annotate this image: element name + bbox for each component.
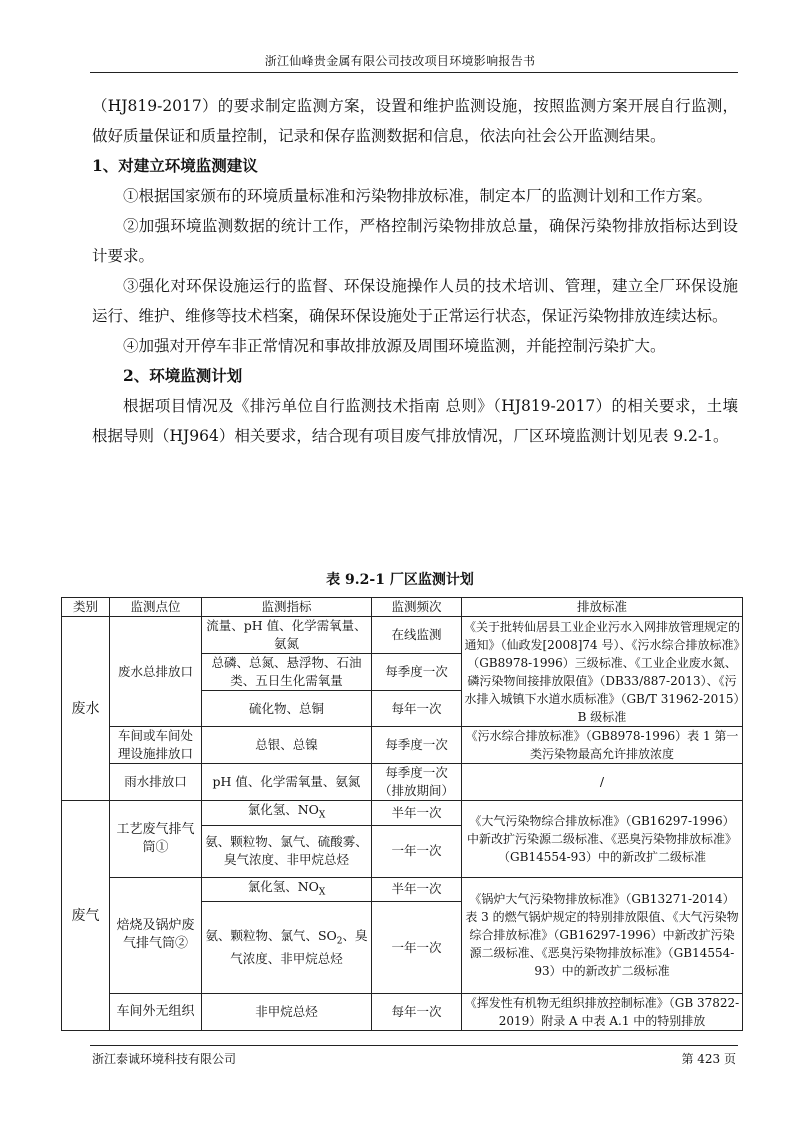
category-gas: 废气 xyxy=(62,801,110,1031)
table-row xyxy=(62,764,743,801)
footer-page-number: 第 423 页 xyxy=(681,1052,736,1066)
index-cell xyxy=(202,902,372,994)
table-header-row xyxy=(62,598,743,617)
standard-cell: 《挥发性有机物无组织排放控制标准》（GB 37822-2019）附录 A 中表 A.1 中的特别排放 xyxy=(462,994,743,1031)
header-standard: 排放标准 xyxy=(462,598,743,617)
table-caption: 表 9.2-1 厂区监测计划 xyxy=(326,572,474,588)
point-workshop-outlet: 车间或车间处理设施排放口 xyxy=(110,727,202,764)
header-point: 监测点位 xyxy=(110,598,202,617)
standard-cell: 《大气污染物综合排放标准》（GB16297-1996）中新改扩污染源二级标准、《恶臭污染物排放标准》（GB14554-93）中的新改扩二级标准 xyxy=(462,801,743,878)
point-fugitive: 车间外无组织 xyxy=(110,994,202,1031)
footer-rule xyxy=(90,1045,738,1046)
index-subscript: X xyxy=(318,887,326,897)
frequency-cell: 一年一次 xyxy=(372,902,462,994)
table-row xyxy=(62,727,743,764)
index-cell xyxy=(202,801,372,826)
index-cell: 氨、颗粒物、氯气、硫酸雾、臭气浓度、非甲烷总烃 xyxy=(202,825,372,877)
standard-cell: / xyxy=(462,764,743,801)
frequency-cell: 每年一次 xyxy=(372,691,462,727)
paragraph-item-3: ③强化对环保设施运行的监督、环保设施操作人员的技术培训、管理，建立全厂环保设施运行、维护、维修等技术档案，确保环保设施处于正常运行状态，保证污染物排放连续达标。 xyxy=(92,277,738,325)
body-text xyxy=(92,91,738,451)
paragraph-continuation: （HJ819-2017）的要求制定监测方案，设置和维护监测设施，按照监测方案开展自行监测，做好质量保证和质量控制，记录和保存监测数据和信息，依法向社会公开监测结果。 xyxy=(92,97,738,145)
index-subscript: 2 xyxy=(336,936,343,947)
frequency-cell: 每季度一次 xyxy=(372,654,462,691)
frequency-cell: 半年一次 xyxy=(372,877,462,902)
index-cell xyxy=(202,877,372,902)
table-row xyxy=(62,994,743,1031)
paragraph-plan-intro: 根据项目情况及《排污单位自行监测技术指南 总则》（HJ819-2017）的相关要求，土壤根据导则（HJ964）相关要求，结合现有项目废气排放情况，厂区环境监测计划见表 9.2-1。 xyxy=(92,397,738,445)
index-text: 氯化氢、NO xyxy=(247,802,319,817)
header-index: 监测指标 xyxy=(202,598,372,617)
index-cell: pH 值、化学需氧量、氨氮 xyxy=(202,764,372,801)
point-rain-outlet: 雨水排放口 xyxy=(110,764,202,801)
footer-company: 浙江泰诚环境科技有限公司 xyxy=(92,1052,237,1066)
frequency-cell: 在线监测 xyxy=(372,617,462,654)
header-rule xyxy=(90,72,738,73)
paragraph-item-1: ①根据国家颁布的环境质量标准和污染物排放标准，制定本厂的监测计划和工作方案。 xyxy=(123,187,713,205)
index-text: 、臭气浓度、非甲烷总烃 xyxy=(230,927,368,967)
standard-cell: 《锅炉大气污染物排放标准》（GB13271-2014）表 3 的燃气锅炉规定的特别排放限值、《大气污染物综合排放标准》（GB16297-1996）中新改扩污染源二级标准、《恶臭污染物排放标准》（GB14554-93）中的新改扩二级标准 xyxy=(462,877,743,994)
frequency-cell: 一年一次 xyxy=(372,825,462,877)
index-cell: 硫化物、总铜 xyxy=(202,691,372,727)
frequency-cell: 每年一次 xyxy=(372,994,462,1031)
table-row xyxy=(62,801,743,826)
point-process-stack: 工艺废气排气筒① xyxy=(110,801,202,878)
section-heading-2: 2、环境监测计划 xyxy=(123,366,243,385)
frequency-cell: 每季度一次 xyxy=(372,727,462,764)
section-heading-1: 1、对建立环境监测建议 xyxy=(92,156,258,175)
index-text: 氨、颗粒物、氯气、SO xyxy=(205,927,337,943)
paragraph-item-4: ④加强对开停车非正常情况和事故排放源及周围环境监测，并能控制污染扩大。 xyxy=(123,337,666,355)
frequency-cell xyxy=(372,764,462,801)
index-cell: 流量、pH 值、化学需氧量、氨氮 xyxy=(202,617,372,654)
header-frequency: 监测频次 xyxy=(372,598,462,617)
index-text: 氯化氢、NO xyxy=(247,878,319,894)
paragraph-item-2: ②加强环境监测数据的统计工作，严格控制污染物排放总量，确保污染物排放指标达到设计要求。 xyxy=(92,217,738,265)
standard-cell: 《污水综合排放标准》（GB8978-1996）表 1 第一类污染物最高允许排放浓度 xyxy=(462,727,743,764)
index-cell: 非甲烷总烃 xyxy=(202,994,372,1031)
index-subscript: X xyxy=(318,810,326,821)
table-row xyxy=(62,617,743,654)
monitoring-plan-table xyxy=(61,597,743,1031)
header-category: 类别 xyxy=(62,598,110,617)
index-cell: 总磷、总氮、悬浮物、石油类、五日生化需氧量 xyxy=(202,654,372,691)
point-main-outlet: 废水总排放口 xyxy=(110,617,202,727)
category-water: 废水 xyxy=(62,617,110,801)
frequency-line: （排放期间） xyxy=(378,783,454,798)
index-cell: 总银、总镍 xyxy=(202,727,372,764)
frequency-cell: 半年一次 xyxy=(372,801,462,826)
table-row xyxy=(62,877,743,902)
standard-cell: 《关于批转仙居县工业企业污水入网排放管理规定的通知》（仙政发[2008]74 号）、《污水综合排放标准》（GB8978-1996）三级标准、《工业企业废水氮、磷污染物间接排放限值》（DB33/887-2013）、《污水排入城镇下水道水质标准》（GB/T 31962-2015）B 级标准 xyxy=(462,617,743,727)
frequency-line: 每季度一次 xyxy=(385,765,448,780)
page-header: 浙江仙峰贵金属有限公司技改项目环境影响报告书 xyxy=(264,54,536,68)
point-boiler-stack: 焙烧及锅炉废气排气筒② xyxy=(110,877,202,994)
